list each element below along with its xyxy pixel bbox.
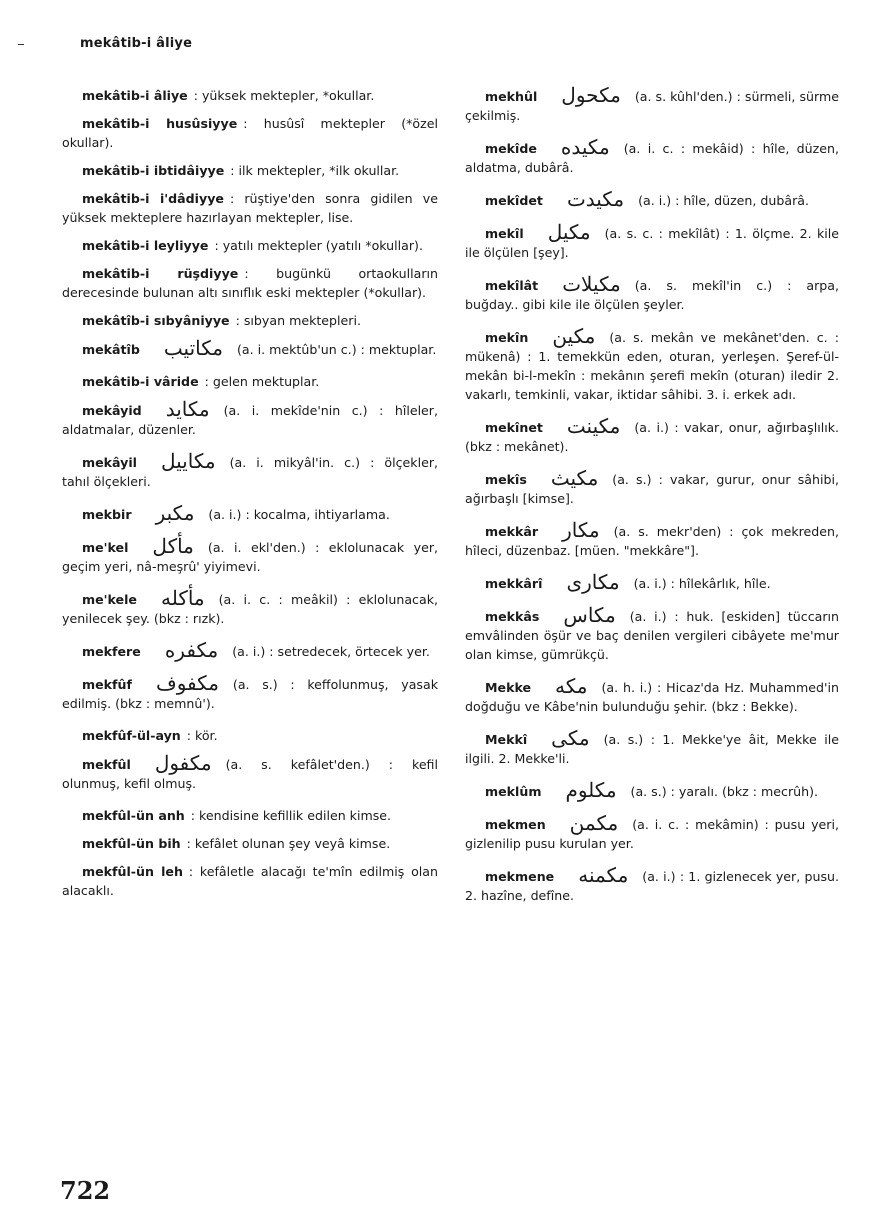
dictionary-entry [62,501,438,525]
definition: (a. i. mikyâl'in. c.) : ölçekler, tahıl ölçekleri. [62,455,438,489]
dictionary-entry [62,372,438,391]
dictionary-entry [465,674,839,716]
right-column [465,83,839,918]
definition: (a. i.) : kocalma, ihtiyarlama. [208,507,390,522]
dictionary-entry [465,726,839,768]
dictionary-entry [465,518,839,560]
headword: mekfûl [82,757,131,772]
arabic-script: مكفره [164,638,219,662]
definition: (a. i. c. : meâkil) : eklolunacak, yenilecek şey. (bkz : rızk). [62,592,438,626]
definition: (a. s. mekîl'in c.) : arpa, buğday.. gibi kile ile ölçülen şeyler. [465,278,839,312]
arabic-script: مكينت [566,414,621,438]
dictionary-entry [465,83,839,125]
dictionary-entry [465,135,839,177]
arabic-script: مكى [551,726,590,750]
dictionary-entry [62,671,438,713]
definition: : gelen mektuplar. [204,374,320,389]
arabic-script: مكيدت [566,187,625,211]
dictionary-entry [62,336,438,360]
headword: mekâtîb-i sıbyâniyye [82,313,230,328]
arabic-script: مكفول [154,751,212,775]
definition: : yatılı mektepler (yatılı *okullar). [214,238,423,253]
definition: : sıbyan mektepleri. [235,313,361,328]
headword: mekâtib-i leyliyye [82,238,209,253]
dictionary-entry [62,189,438,227]
headword: Mekke [485,680,532,695]
dictionary-entry [465,220,839,262]
headword: mekkâr [485,524,539,539]
headword: mekîl [485,226,524,241]
dictionary-entry [62,311,438,330]
dictionary-entry [465,272,839,314]
dictionary-entry [62,586,438,628]
dictionary-entry [62,534,438,576]
headword: mekkâs [485,609,540,624]
dictionary-entry [62,834,438,853]
definition: (a. s. mekân ve mekânet'den. c. : mükenâ) : 1. temekkün eden, oturan, yerleşen. Şeref-ül-mekân bi-l-mekîn : mekânın şerefi mekîn (oturan) iledir 2. vakarlı, temkinli, vakar, iktidar sâhibi. 3. i. erkek adı. [465,330,839,402]
definition: (a. i. mektûb'un c.) : mektuplar. [236,342,437,357]
definition: (a. i.) : 1. gizlenecek yer, pusu. 2. hazîne, defîne. [465,869,839,903]
arabic-script: مكين [552,324,596,348]
headword: mekîs [485,472,527,487]
dictionary-entry [465,414,839,456]
arabic-script: مكه [555,674,588,698]
definition: (a. i.) : hîlekârlık, hîle. [633,576,771,591]
definition: : kefâletle alacağı te'mîn edilmiş olan alacaklı. [62,864,439,898]
headword: mekîlât [485,278,539,293]
definition: (a. i. c. : mekâmin) : pusu yeri, gizlenilip pusu kurulan yer. [465,817,839,851]
definition: (a. s.) : keffolunmuş, yasak edilmiş. (bkz : memnû'). [62,677,438,711]
dictionary-entry [62,638,438,662]
headword: mekîde [485,141,537,156]
dictionary-entry [62,449,438,491]
definition: : ilk mektepler, *ilk okullar. [230,163,400,178]
definition: : rüştiye'den sonra gidilen ve yüksek mekteplere hazırlayan mektepler, lise. [62,191,438,225]
arabic-script: مكفوف [155,671,219,695]
definition: : kefâlet olunan şey veyâ kimse. [186,836,391,851]
arabic-script: مكيث [550,466,599,490]
headword: mekâtîb [82,342,140,357]
headword: mekîdet [485,193,543,208]
arabic-script: مكاتيب [163,336,223,360]
headword: mekhûl [485,89,538,104]
dictionary-entry [465,863,839,905]
arabic-script: مكايد [165,397,210,421]
dictionary-entry [62,161,438,180]
left-column [62,86,438,909]
definition: (a. h. i.) : Hicaz'da Hz. Muhammed'in doğduğu ve Kâbe'nin bulunduğu şehir. (bkz : Bekke). [465,680,839,714]
headword: mekkârî [485,576,543,591]
running-head: mekâtib-i âliye [80,36,193,51]
dictionary-entry [62,726,438,745]
headword: mekfûf-ül-ayn [82,728,181,743]
dictionary-entry [62,397,438,439]
arabic-script: مكيلات [562,272,621,296]
definition: : kör. [186,728,218,743]
dictionary-entry [465,324,839,404]
definition: : husûsî mektepler (*özel okullar). [62,116,438,150]
definition: (a. i.) : hîle, düzen, dubârâ. [638,193,810,208]
headword: Mekkî [485,732,528,747]
dictionary-entry [62,806,438,825]
headword: mekâtib-i i'dâdiyye [82,191,224,206]
headword: mekîn [485,330,529,345]
headword: meklûm [485,784,542,799]
arabic-script: مكيده [560,135,610,159]
arabic-script: مكحول [561,83,621,107]
arabic-script: مكارى [566,570,620,594]
arabic-script: مأكل [152,534,194,558]
headword: mekfere [82,644,141,659]
headword: mekâtib-i husûsiyye [82,116,238,131]
definition: (a. i. ekl'den.) : eklolunacak yer, geçim yeri, nâ-meşrû' yiyimevi. [62,540,438,574]
definition: (a. i. mekîde'nin c.) : hîleler, aldatmalar, düzenler. [62,403,438,437]
definition: (a. i.) : setredecek, örtecek yer. [232,644,430,659]
headword: mekfûl-ün leh [82,864,183,879]
dictionary-entry [62,114,438,152]
headword: mekâtib-i ibtidâiyye [82,163,225,178]
arabic-script: مكبر [155,501,195,525]
dictionary-entry [465,811,839,853]
headword: mekînet [485,420,543,435]
definition: (a. s.) : vakar, gurur, onur sâhibi, ağırbaşlı [kimse]. [465,472,839,506]
arabic-script: مكاييل [161,449,216,473]
arabic-script: مكيل [547,220,591,244]
headword: mekâyil [82,455,137,470]
definition: (a. s. c. : mekîlât) : 1. ölçme. 2. kile ile ölçülen [şey]. [465,226,839,260]
headword: mekbir [82,507,132,522]
arabic-script: مكاس [563,603,616,627]
arabic-script: مكمن [569,811,619,835]
dictionary-entry [62,236,438,255]
headword: mekâyid [82,403,142,418]
arabic-script: مأكله [160,586,205,610]
definition: (a. i. c. : mekâid) : hîle, düzen, aldatma, dubârâ. [465,141,839,175]
headword: me'kele [82,592,137,607]
page-number: 722 [60,1176,111,1205]
headword: mekfûl-ün anh [82,808,185,823]
arabic-script: مكلوم [565,778,617,802]
definition: (a. s. kefâlet'den.) : kefil olunmuş, kefil olmuş. [62,757,438,791]
dictionary-entry [62,86,438,105]
definition: (a. i.) : huk. [eskiden] tüccarın emvâlinden öşür ve baç denilen vergileri cibâyete me'mur olan kimse, gümrükçü. [465,609,839,662]
definition: : yüksek mektepler, *okullar. [193,88,375,103]
dictionary-entry [62,751,438,793]
headword: mekâtib-i vâride [82,374,199,389]
arabic-script: مكمنه [578,863,629,887]
definition: (a. s.) : yaralı. (bkz : mecrûh). [630,784,819,799]
definition: : kendisine kefillik edilen kimse. [190,808,392,823]
definition: (a. s. mekr'den) : çok mekreden, hîleci, düzenbaz. [müen. "mekkâre"]. [465,524,839,558]
dictionary-entry [62,862,438,900]
definition: : bugünkü ortaokulların derecesinde bulunan altı sınıflık eski mektepler (*okullar). [62,266,438,300]
headword: mekmen [485,817,546,832]
dictionary-entry [465,187,839,211]
dictionary-entry [465,466,839,508]
definition: (a. s. kûhl'den.) : sürmeli, sürme çekilmiş. [465,89,839,123]
arabic-script: مكار [562,518,600,542]
margin-dash [18,44,24,45]
definition: (a. i.) : vakar, onur, ağırbaşlılık. (bkz : mekânet). [465,420,839,454]
headword: mekfûl-ün bih [82,836,181,851]
dictionary-entry [465,603,839,664]
dictionary-entry [465,570,839,594]
dictionary-entry [62,264,438,302]
headword: mekfûf [82,677,132,692]
definition: (a. s.) : 1. Mekke'ye âit, Mekke ile ilgili. 2. Mekke'li. [465,732,839,766]
headword: me'kel [82,540,129,555]
dictionary-entry [465,778,839,802]
headword: mekmene [485,869,555,884]
headword: mekâtib-i rüşdiyye [82,266,239,281]
headword: mekâtib-i âliye [82,88,188,103]
